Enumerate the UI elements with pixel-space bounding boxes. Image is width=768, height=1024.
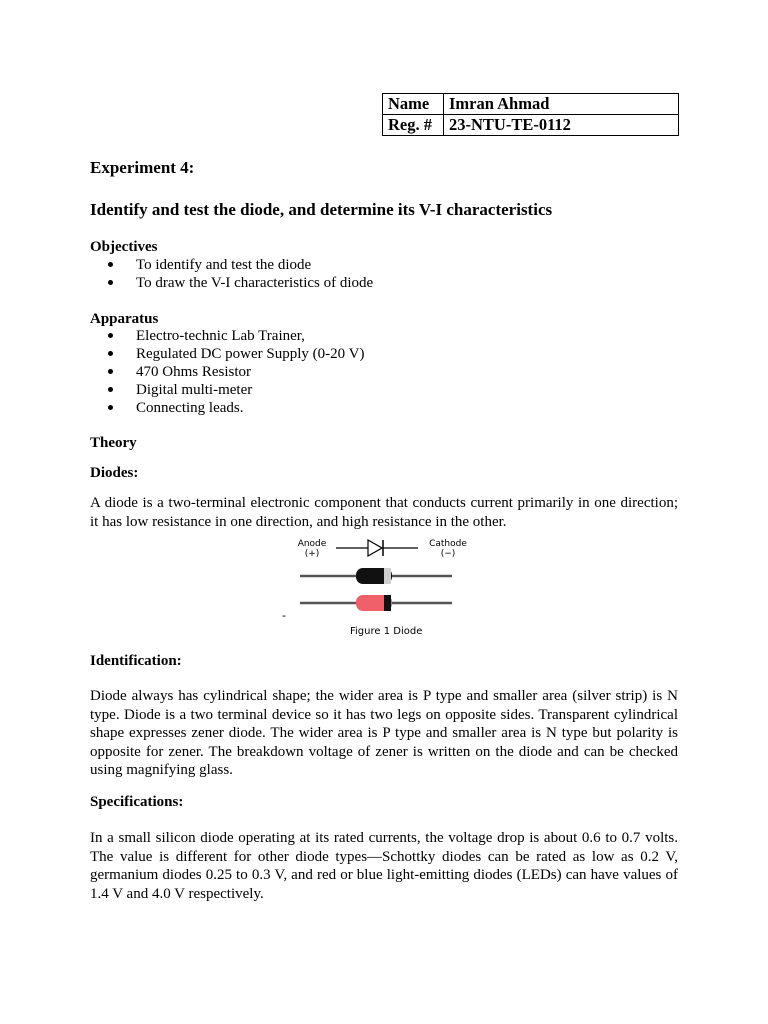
anode-sign: (+) (304, 549, 320, 559)
stray-mark: - (282, 608, 286, 622)
identification-heading: Identification: (90, 653, 182, 669)
experiment-heading: Experiment 4: (90, 158, 195, 177)
figure-caption: Figure 1 Diode (350, 626, 423, 637)
identification-paragraph: Diode always has cylindrical shape; the wider area is P type and smaller area (silver strip) is N type. Diode is a two terminal device so it has two legs on opposite sides. Transparent cylindrical shape expresses zener diode. The wider area is P type and smaller area is N type but polarity is opposite for zener. The breakdown voltage of zener is written on the diode and can be checked using magnifying glass. (90, 688, 678, 778)
name-value: Imran Ahmad (444, 94, 679, 115)
specifications-paragraph: In a small silicon diode operating at its rated currents, the voltage drop is about 0.6 to 0.7 volts. The value is different for other diode types—Schottky diodes can be rated as low as 0.2 V, germanium diodes 0.25 to 0.3 V, and red or blue light-emitting diodes (LEDs) can have values of 1.4 V and 4.0 V respectively. (90, 830, 678, 902)
list-item: To draw the V-I characteristics of diode (108, 274, 373, 292)
student-info-table (382, 93, 679, 136)
list-item: 470 Ohms Resistor (108, 363, 364, 381)
list-item: Electro-technic Lab Trainer, (108, 327, 364, 345)
list-item: To identify and test the diode (108, 256, 373, 274)
black-diode-icon (300, 568, 452, 584)
list-item: Regulated DC power Supply (0-20 V) (108, 345, 364, 363)
list-item: Connecting leads. (108, 399, 364, 417)
reg-value: 23-NTU-TE-0112 (444, 115, 679, 136)
experiment-title: Identify and test the diode, and determine its V-I characteristics (90, 200, 553, 219)
red-diode-icon (300, 595, 452, 611)
diode-symbol-icon (336, 540, 418, 556)
name-row (383, 94, 679, 115)
reg-label: Reg. # (383, 115, 444, 136)
name-label: Name (383, 94, 444, 115)
objectives-list (108, 256, 373, 292)
theory-heading: Theory (90, 435, 137, 451)
cathode-sign: (−) (440, 549, 456, 559)
diodes-heading: Diodes: (90, 465, 139, 481)
anode-label: Anode (297, 539, 327, 549)
cathode-label: Cathode (429, 539, 467, 549)
reg-row (383, 115, 679, 136)
diodes-paragraph: A diode is a two-terminal electronic component that conducts current primarily in one direction; it has low resistance in one direction, and high resistance in the other. (90, 495, 678, 530)
apparatus-list (108, 327, 364, 417)
specifications-heading: Specifications: (90, 794, 184, 810)
apparatus-heading: Apparatus (90, 311, 159, 327)
objectives-heading: Objectives (90, 239, 158, 255)
list-item: Digital multi-meter (108, 381, 364, 399)
